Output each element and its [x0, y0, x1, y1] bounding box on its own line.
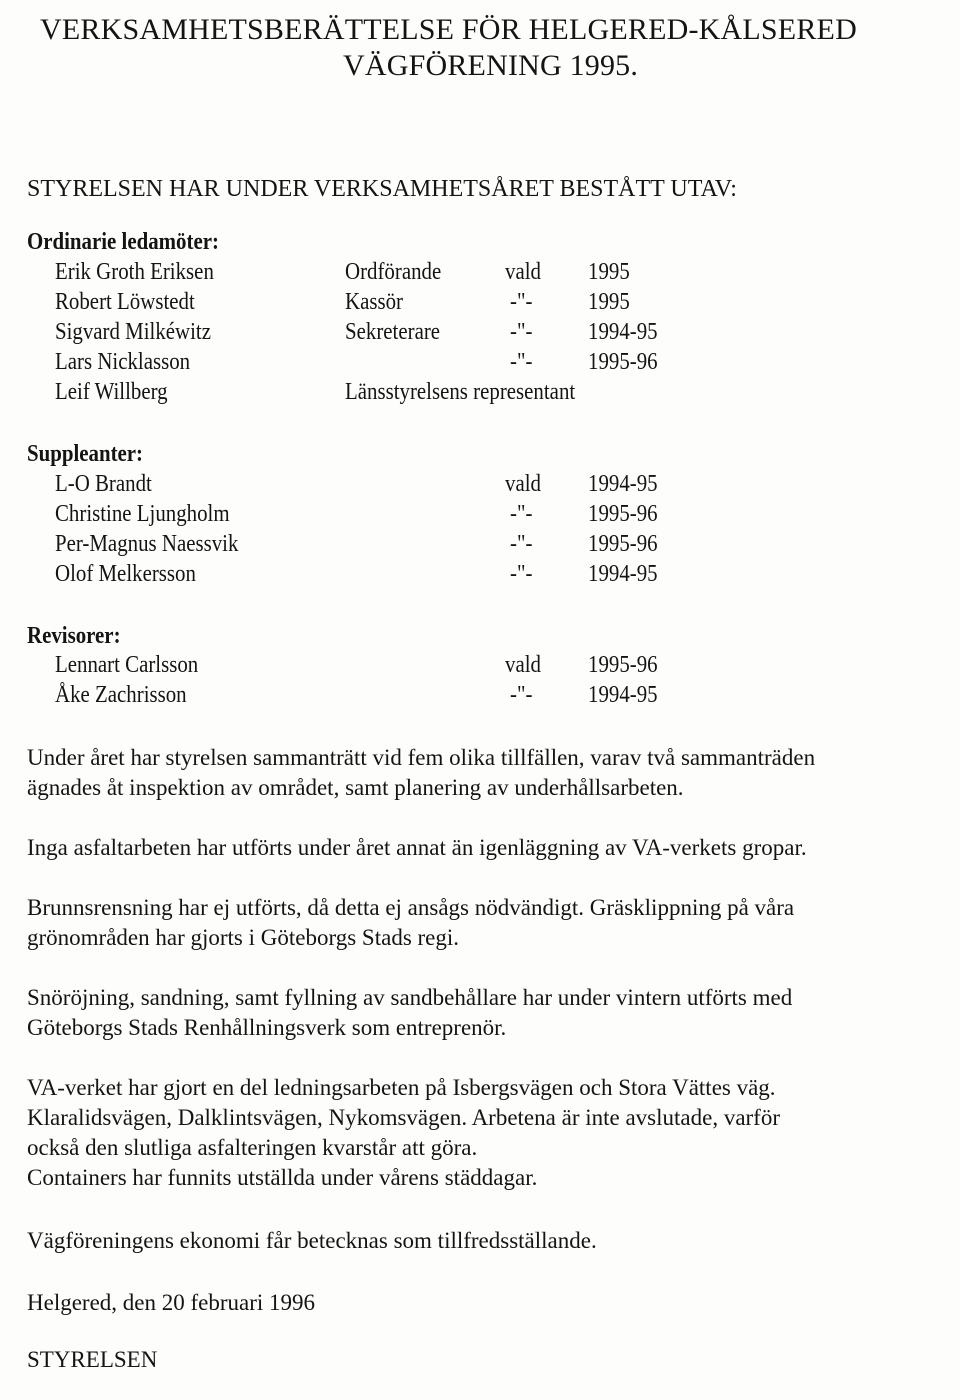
revisor-year: 1994-95 [588, 682, 658, 708]
suppleant-vald: vald [505, 471, 541, 497]
suppleant-vald: -"- [510, 531, 533, 557]
paragraph-line: också den slutliga asfalteringen kvarstår att göra. [27, 1135, 478, 1160]
member-name: Lars Nicklasson [55, 349, 191, 375]
suppleant-vald: -"- [510, 501, 533, 527]
suppleant-name: Per-Magnus Naessvik [55, 531, 239, 557]
member-name: Erik Groth Eriksen [55, 259, 214, 285]
paragraph-line: Snöröjning, sandning, samt fyllning av sandbehållare har under vintern utförts med [27, 985, 793, 1010]
member-name: Leif Willberg [55, 379, 168, 405]
suppleanter-heading: Suppleanter: [27, 441, 144, 467]
member-vald: -"- [510, 319, 533, 345]
paragraph-line: Inga asfaltarbeten har utförts under året annat än igenläggning av VA-verkets gropar. [27, 835, 807, 860]
suppleant-year: 1994-95 [588, 471, 658, 497]
member-vald: vald [505, 259, 541, 285]
revisorer-heading: Revisorer: [27, 623, 121, 649]
revisor-vald: -"- [510, 682, 533, 708]
paragraph-line: Brunnsrensning har ej utförts, då detta ej ansågs nödvändigt. Gräsklippning på våra [27, 895, 795, 920]
member-role: Ordförande [345, 259, 442, 285]
suppleant-year: 1995-96 [588, 531, 658, 557]
member-vald: -"- [510, 349, 533, 375]
member-year: 1995 [588, 259, 630, 285]
paragraph-line: ägnades åt inspektion av området, samt planering av underhållsarbeten. [27, 775, 684, 800]
member-year: 1995-96 [588, 349, 658, 375]
suppleant-year: 1995-96 [588, 501, 658, 527]
member-year: 1995 [588, 289, 630, 315]
board-heading: STYRELSEN HAR UNDER VERKSAMHETSÅRET BESTÅTT UTAV: [27, 176, 737, 202]
paragraph-line: VA-verket har gjort en del ledningsarbeten på Isbergsvägen och Stora Vättes väg. [27, 1075, 776, 1100]
suppleant-year: 1994-95 [588, 561, 658, 587]
member-year: 1994-95 [588, 319, 658, 345]
title-line-1: VERKSAMHETSBERÄTTELSE FÖR HELGERED-KÅLSERED [40, 13, 857, 46]
title-line-2: VÄGFÖRENING 1995. [343, 49, 639, 82]
signature: STYRELSEN [27, 1347, 158, 1372]
revisor-year: 1995-96 [588, 652, 658, 678]
suppleant-name: Olof Melkersson [55, 561, 196, 587]
suppleant-vald: -"- [510, 561, 533, 587]
revisor-name: Lennart Carlsson [55, 652, 199, 678]
paragraph-line: Klaralidsvägen, Dalklintsvägen, Nykomsvägen. Arbetena är inte avslutade, varför [27, 1105, 781, 1130]
place-date: Helgered, den 20 februari 1996 [27, 1290, 316, 1315]
member-name: Sigvard Milkéwitz [55, 319, 212, 345]
paragraph-line: Göteborgs Stads Renhållningsverk som entreprenör. [27, 1015, 507, 1040]
paragraph-line: Under året har styrelsen sammanträtt vid fem olika tillfällen, varav två sammanträden [27, 745, 816, 770]
revisor-vald: vald [505, 652, 541, 678]
paragraph-line: Containers har funnits utställda under vårens städdagar. [27, 1165, 538, 1190]
paragraph-line: Vägföreningens ekonomi får betecknas som tillfredsställande. [27, 1228, 597, 1253]
member-role: Sekreterare [345, 319, 441, 345]
member-role: Kassör [345, 289, 403, 315]
member-vald: -"- [510, 289, 533, 315]
ordinarie-heading: Ordinarie ledamöter: [27, 229, 219, 255]
suppleant-name: L-O Brandt [55, 471, 152, 497]
member-name: Robert Löwstedt [55, 289, 195, 315]
revisor-name: Åke Zachrisson [55, 682, 187, 708]
suppleant-name: Christine Ljungholm [55, 501, 230, 527]
paragraph-line: grönområden har gjorts i Göteborgs Stads regi. [27, 925, 460, 950]
member-role: Länsstyrelsens representant [345, 379, 576, 405]
